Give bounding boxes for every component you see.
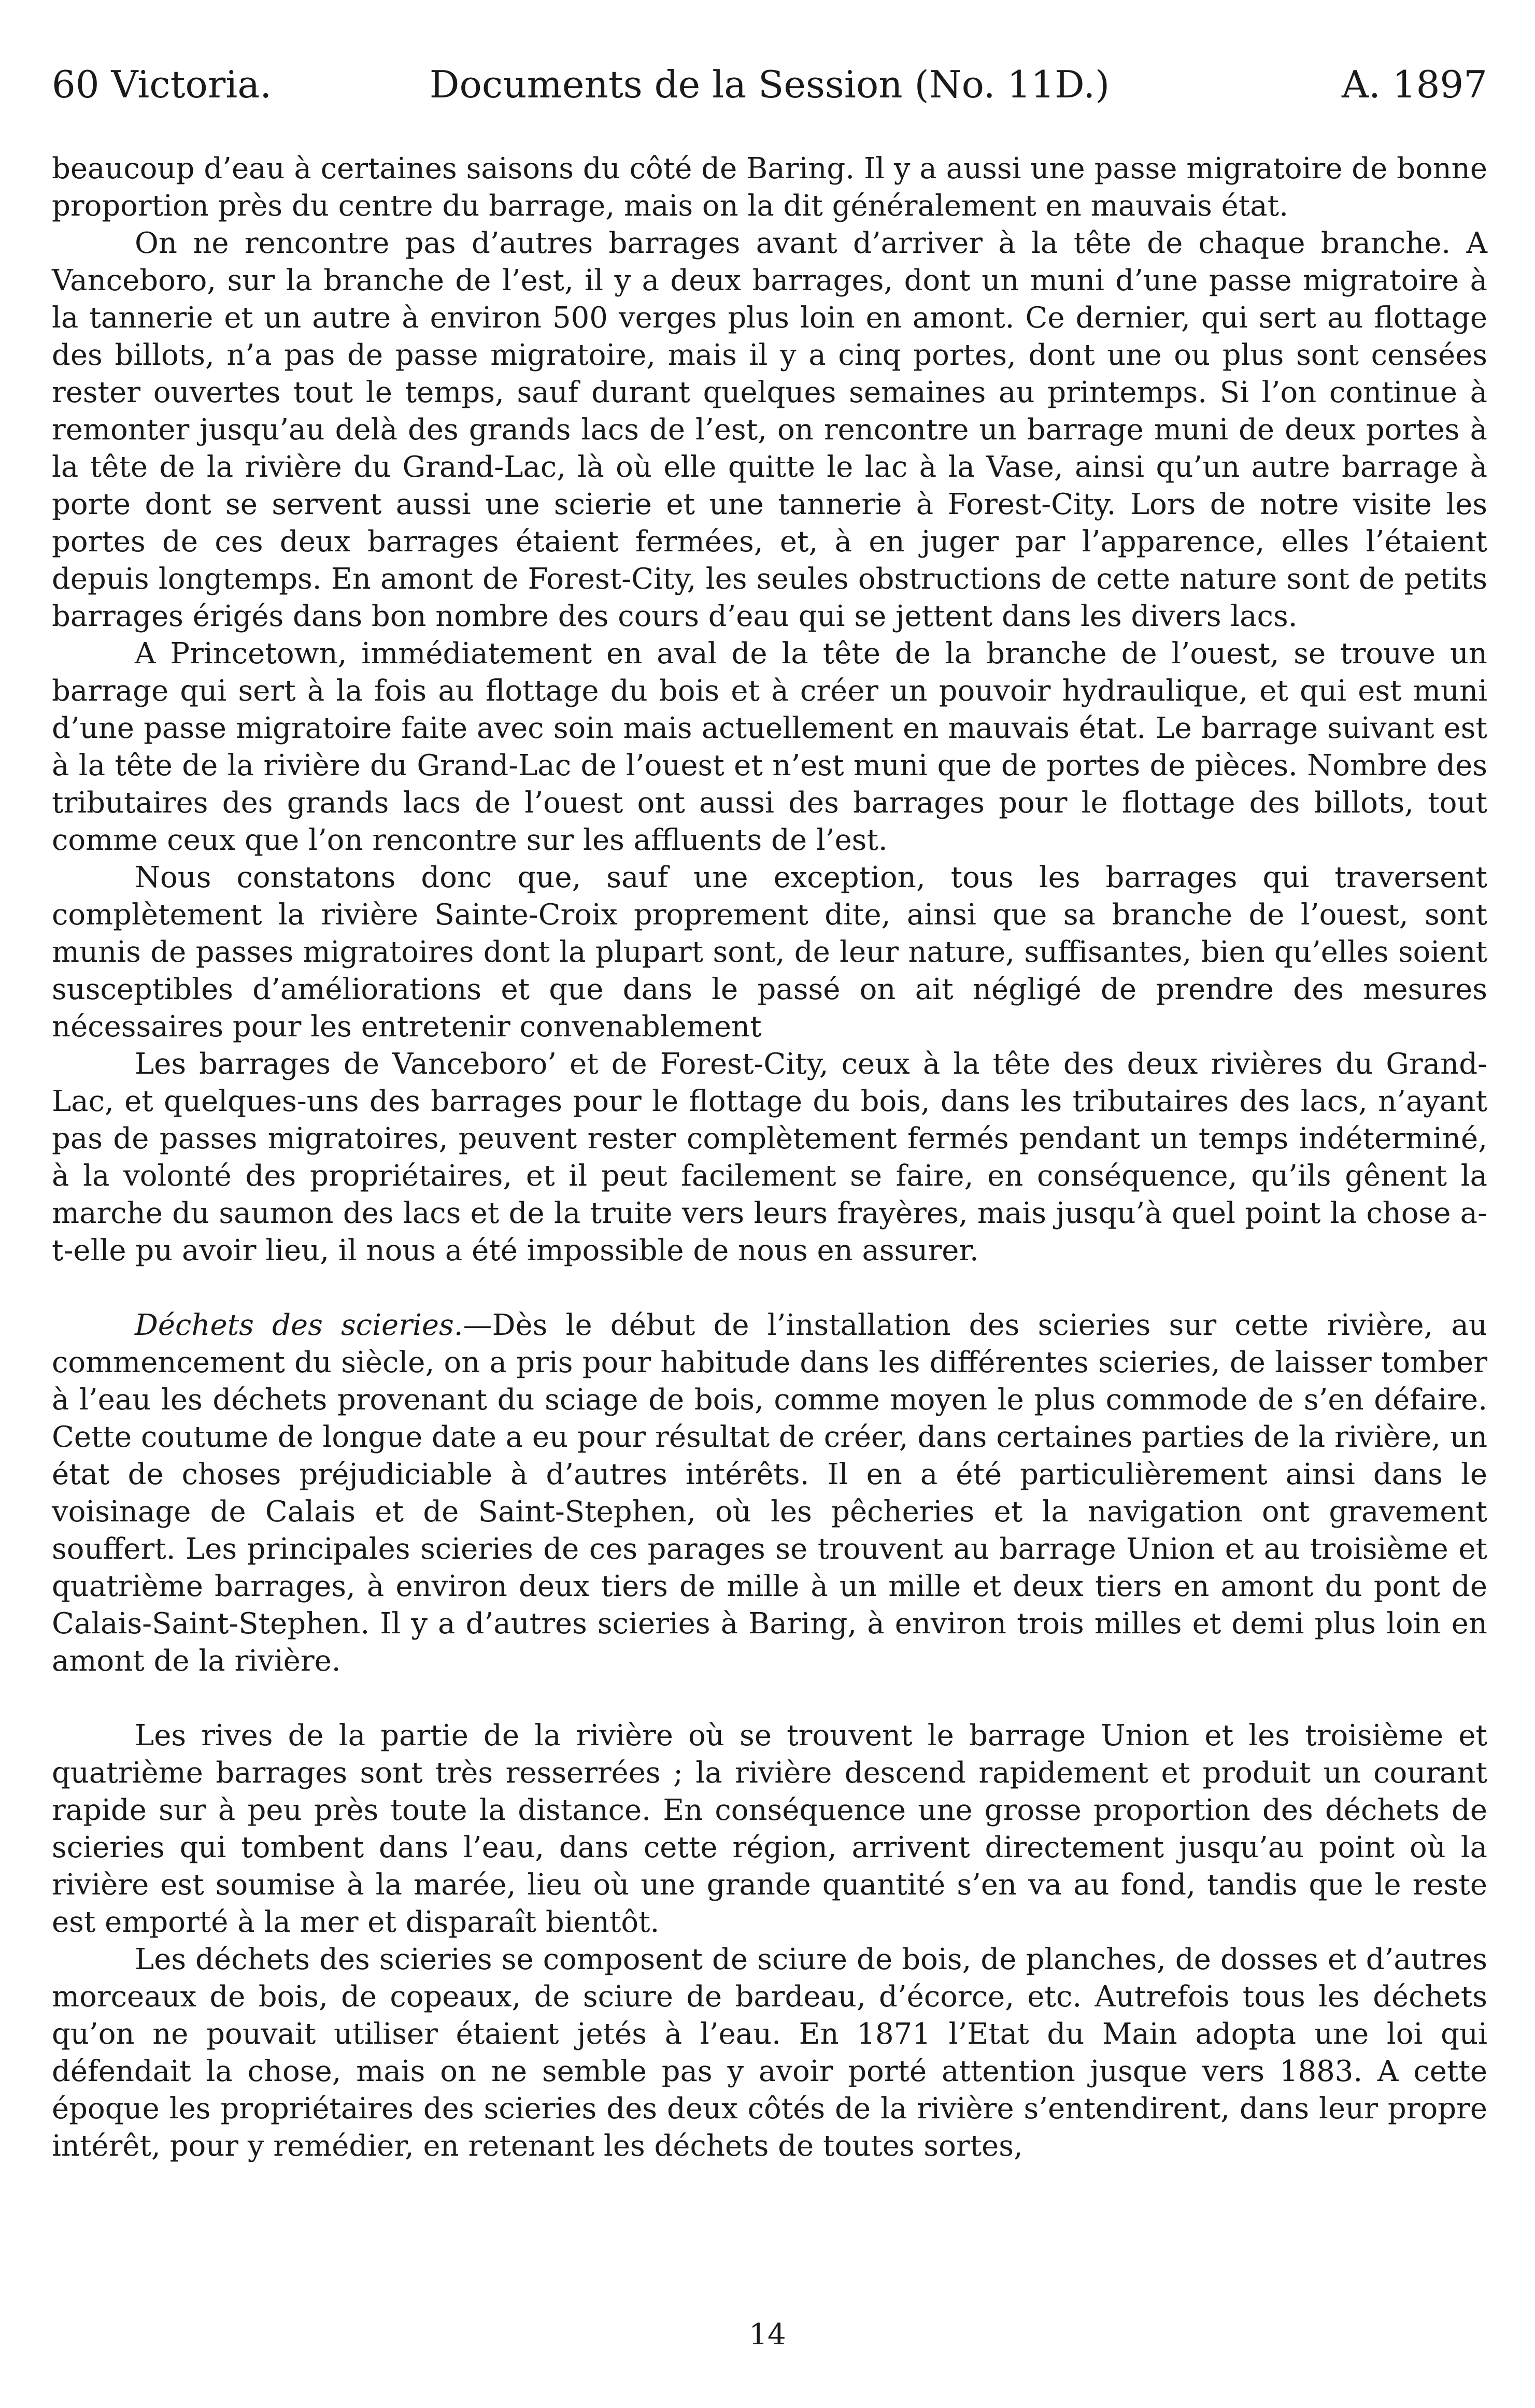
section-heading: Déchets des scieries.— bbox=[135, 1308, 492, 1342]
paragraph-2: On ne rencontre pas d’autres barrages avant d’arriver à la tête de chaque branche. A Vanceboro, sur la branche de l’est, il y a deux barrages, dont un muni d’une passe migratoire à la tannerie et un autre à environ 500 verges plus loin en amont. Ce dernier, qui sert au flottage des billots, n’a pas de passe migratoire, mais il y a cinq portes, dont une ou plus sont censées rester ouvertes tout le temps, sauf durant quelques semaines au printemps. Si l’on continue à remonter jusqu’au delà des grands lacs de l’est, on rencontre un barrage muni de deux portes à la tête de la rivière du Grand-Lac, là où elle quitte le lac à la Vase, ainsi qu’un autre barrage à porte dont se servent aussi une scierie et une tannerie à Forest-City. Lors de notre visite les portes de ces deux barrages étaient fermées, et, à en juger par l’apparence, elles l’étaient depuis longtemps. En amont de Forest-City, les seules obstructions de cette nature sont de petits barrages érigés dans bon nombre des cours d’eau qui se jettent dans les divers lacs. bbox=[52, 226, 1487, 633]
page-number: 14 bbox=[749, 2318, 786, 2352]
paragraph-3: A Princetown, immédiatement en aval de la tête de la branche de l’ouest, se trouve un barrage qui sert à la fois au flottage du bois et à créer un pouvoir hydraulique, et qui est muni d’une passe migratoire faite avec soin mais actuellement en mauvais état. Le barrage suivant est à la tête de la rivière du Grand-Lac de l’ouest et n’est muni que de portes de pièces. Nombre des tributaires des grands lacs de l’ouest ont aussi des barrages pour le flottage des billots, tout comme ceux que l’on rencontre sur les affluents de l’est. bbox=[52, 637, 1487, 857]
header-year: A. 1897 bbox=[1341, 63, 1487, 106]
body-text bbox=[52, 150, 1487, 2165]
paragraph-5: Les barrages de Vanceboro’ et de Forest-City, ceux à la tête des deux rivières du Grand-Lac, et quelques-uns des barrages pour le flottage du bois, dans les tributaires des lacs, n’ayant pas de passes migratoires, peuvent rester complètement fermés pendant un temps indéterminé, à la volonté des propriétaires, et il peut facilement se faire, en conséquence, qu’ils gênent la marche du saumon des lacs et de la truite vers leurs frayères, mais jusqu’à quel point la chose a-t-elle pu avoir lieu, il nous a été impossible de nous en assurer. bbox=[52, 1047, 1487, 1267]
paragraph-4: Nous constatons donc que, sauf une exception, tous les barrages qui traversent complètement la rivière Sainte-Croix proprement dite, ainsi que sa branche de l’ouest, sont munis de passes migratoires dont la plupart sont, de leur nature, suffisantes, bien qu’elles soient susceptibles d’améliorations et que dans le passé on ait négligé de prendre des mesures nécessaires pour les entretenir convenablement bbox=[52, 861, 1487, 1044]
header-title: Documents de la Session (No. 11D.) bbox=[429, 63, 1110, 106]
header-volume: 60 Victoria. bbox=[52, 63, 272, 106]
paragraph-6-text: Dès le début de l’installation des scieries sur cette rivière, au commencement du siècle, on a pris pour habitude dans les différentes scieries, de laisser tomber à l’eau les déchets provenant du sciage de bois, comme moyen le plus commode de s’en défaire. Cette coutume de longue date a eu pour résultat de créer, dans certaines parties de la rivière, un état de choses préjudiciable à d’autres intérêts. Il en a été particulièrement ainsi dans le voisinage de Calais et de Saint-Stephen, où les pêcheries et la navigation ont gravement souffert. Les principales scieries de ces parages se trouvent au barrage Union et au troisième et quatrième barrages, à environ deux tiers de mille à un mille et deux tiers en amont du pont de Calais-Saint-Stephen. Il y a d’autres scieries à Baring, à environ trois milles et demi plus loin en amont de la rivière. bbox=[52, 1308, 1488, 1678]
running-header bbox=[52, 61, 1487, 108]
paragraph-8: Les déchets des scieries se composent de sciure de bois, de planches, de dosses et d’autres morceaux de bois, de copeaux, de sciure de bardeau, d’écorce, etc. Autrefois tous les déchets qu’on ne pouvait utiliser étaient jetés à l’eau. En 1871 l’Etat du Main adopta une loi qui défendait la chose, mais on ne semble pas y avoir porté attention jusque vers 1883. A cette époque les propriétaires des scieries des deux côtés de la rivière s’entendirent, dans leur propre intérêt, pour y remédier, en retenant les déchets de toutes sortes, bbox=[52, 1943, 1487, 2163]
paragraph-7: Les rives de la partie de la rivière où se trouvent le barrage Union et les troisième et quatrième barrages sont très resserrées ; la rivière descend rapidement et produit un courant rapide sur à peu près toute la distance. En conséquence une grosse proportion des déchets de scieries qui tombent dans l’eau, dans cette région, arrivent directement jusqu’au point où la rivière est soumise à la marée, lieu où une grande quantité s’en va au fond, tandis que le reste est emporté à la mer et disparaît bientôt. bbox=[52, 1719, 1487, 1939]
paragraph-6 bbox=[52, 1307, 1487, 1680]
paragraph-1: beaucoup d’eau à certaines saisons du côté de Baring. Il y a aussi une passe migratoire de bonne proportion près du centre du barrage, mais on la dit généralement en mauvais état. bbox=[52, 152, 1487, 223]
